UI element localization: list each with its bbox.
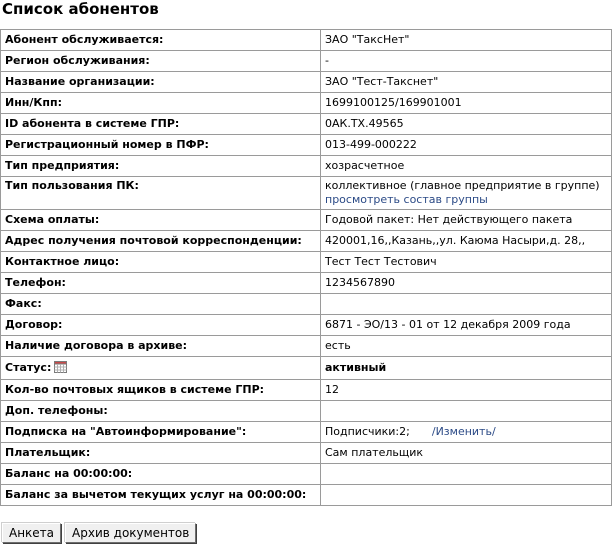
table-row <box>1 177 612 210</box>
row-value: Сам плательщик <box>321 443 612 464</box>
row-label: Баланс на 00:00:00: <box>1 464 321 485</box>
table-row <box>1 51 612 72</box>
table-row <box>1 72 612 93</box>
row-value <box>321 422 612 443</box>
table-row <box>1 294 612 315</box>
status-label: Статус: <box>5 361 52 374</box>
table-row <box>1 464 612 485</box>
row-label <box>1 357 321 380</box>
row-label: Схема оплаты: <box>1 210 321 231</box>
row-value <box>321 177 612 210</box>
table-row <box>1 231 612 252</box>
row-value <box>321 485 612 506</box>
table-row <box>1 443 612 464</box>
row-label: Абонент обслуживается: <box>1 30 321 51</box>
usage-type-value: коллективное (главное предприятие в группе) <box>325 179 600 192</box>
subscribers-count: Подписчики:2; <box>325 425 410 438</box>
table-row <box>1 114 612 135</box>
table-row <box>1 422 612 443</box>
row-value: 420001,16,,Казань,,ул. Каюма Насыри,д. 28,, <box>321 231 612 252</box>
row-value: 6871 - ЭО/13 - 01 от 12 декабря 2009 года <box>321 315 612 336</box>
row-label: Регистрационный номер в ПФР: <box>1 135 321 156</box>
table-row <box>1 336 612 357</box>
anketa-button[interactable]: Анкета <box>2 523 61 543</box>
row-label: Тип предприятия: <box>1 156 321 177</box>
row-value: Тест Тест Тестович <box>321 252 612 273</box>
view-group-link[interactable]: просмотреть состав группы <box>325 193 488 206</box>
row-value: 1699100125/169901001 <box>321 93 612 114</box>
table-row <box>1 252 612 273</box>
table-row <box>1 315 612 336</box>
row-label: Плательщик: <box>1 443 321 464</box>
status-value: активный <box>321 357 612 380</box>
row-label: ID абонента в системе ГПР: <box>1 114 321 135</box>
table-row <box>1 210 612 231</box>
row-label: Договор: <box>1 315 321 336</box>
row-label: Регион обслуживания: <box>1 51 321 72</box>
row-label: Телефон: <box>1 273 321 294</box>
table-row <box>1 357 612 380</box>
row-value: 1234567890 <box>321 273 612 294</box>
calendar-icon[interactable] <box>54 361 67 373</box>
table-row <box>1 156 612 177</box>
row-label: Наличие договора в архиве: <box>1 336 321 357</box>
table-row <box>1 135 612 156</box>
row-value <box>321 464 612 485</box>
row-value: 12 <box>321 380 612 401</box>
row-label: Адрес получения почтовой корреспонденции: <box>1 231 321 252</box>
row-value: 013-499-000222 <box>321 135 612 156</box>
row-value <box>321 401 612 422</box>
row-label: Тип пользования ПК: <box>1 177 321 210</box>
table-row <box>1 93 612 114</box>
change-subscription-link[interactable]: /Изменить/ <box>431 425 496 438</box>
subscriber-info-table <box>0 29 612 506</box>
table-row <box>1 273 612 294</box>
table-row <box>1 401 612 422</box>
archive-documents-button[interactable]: Архив документов <box>65 523 196 543</box>
row-value: 0АК.ТХ.49565 <box>321 114 612 135</box>
row-label: Подписка на "Автоинформирование": <box>1 422 321 443</box>
row-value: Годовой пакет: Нет действующего пакета <box>321 210 612 231</box>
row-value <box>321 294 612 315</box>
row-value: - <box>321 51 612 72</box>
row-label: Баланс за вычетом текущих услуг на 00:00:00: <box>1 485 321 506</box>
row-value: есть <box>321 336 612 357</box>
row-value: ЗАО "ТаксНет" <box>321 30 612 51</box>
row-label: Факс: <box>1 294 321 315</box>
table-row <box>1 485 612 506</box>
row-value: хозрасчетное <box>321 156 612 177</box>
row-label: Инн/Кпп: <box>1 93 321 114</box>
table-row <box>1 30 612 51</box>
button-row <box>2 523 196 543</box>
page-title: Список абонентов <box>2 0 159 18</box>
row-label: Название организации: <box>1 72 321 93</box>
row-value: ЗАО "Тест-Такснет" <box>321 72 612 93</box>
row-label: Доп. телефоны: <box>1 401 321 422</box>
row-label: Кол-во почтовых ящиков в системе ГПР: <box>1 380 321 401</box>
table-row <box>1 380 612 401</box>
row-label: Контактное лицо: <box>1 252 321 273</box>
